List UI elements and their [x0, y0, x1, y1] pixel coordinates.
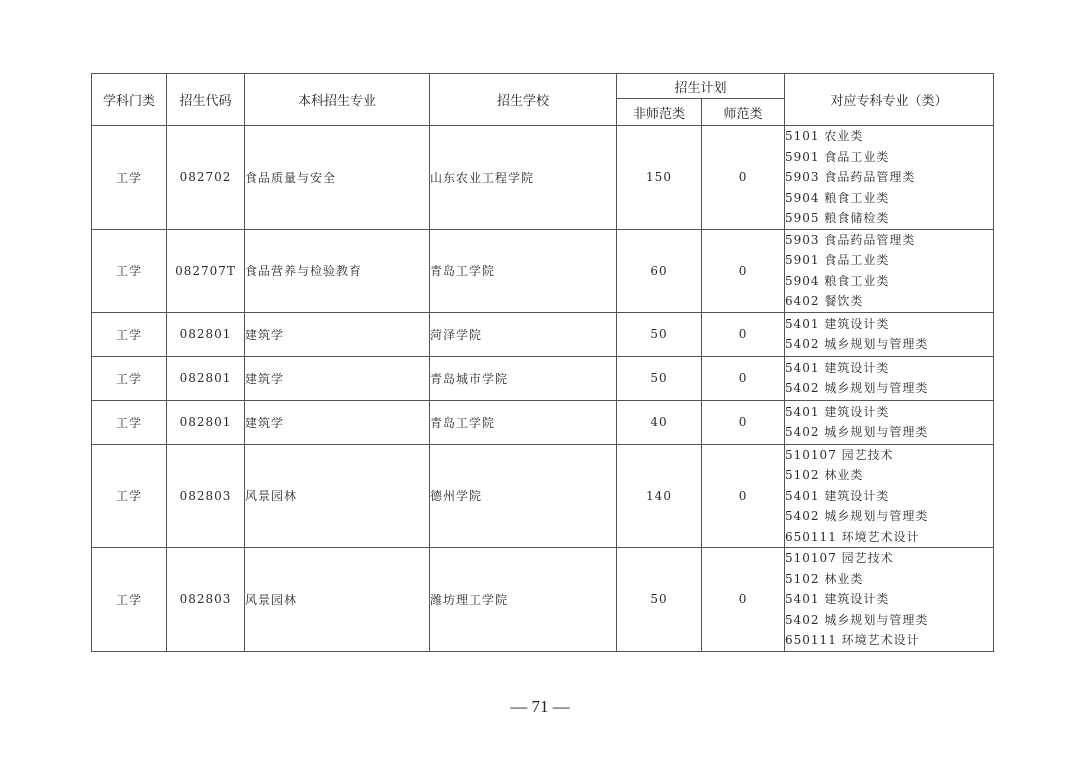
category-cell: 工学	[92, 356, 167, 400]
category-cell: 工学	[92, 444, 167, 548]
vocational-item: 6402 餐饮类	[785, 294, 864, 308]
school-cell: 菏泽学院	[430, 312, 617, 356]
header-major: 本科招生专业	[245, 74, 430, 126]
header-non-teacher: 非师范类	[617, 99, 702, 126]
code-cell: 082801	[167, 400, 245, 444]
table-row	[92, 548, 994, 652]
vocational-item: 5401 建筑设计类	[785, 360, 890, 375]
table-row	[92, 312, 994, 356]
school-cell: 潍坊理工学院	[430, 548, 617, 652]
vocational-item: 5401 建筑设计类	[785, 316, 890, 331]
vocational-item: 5402 城乡规划与管理类	[785, 612, 929, 627]
header-vocational: 对应专科专业（类）	[785, 74, 994, 126]
vocational-item: 650111 环境艺术设计	[785, 633, 920, 647]
major-cell: 风景园林	[245, 444, 430, 548]
enrollment-plan-table	[91, 73, 994, 652]
major-cell: 建筑学	[245, 356, 430, 400]
vocational-item: 5402 城乡规划与管理类	[785, 425, 929, 439]
major-cell: 建筑学	[245, 400, 430, 444]
category-cell: 工学	[92, 312, 167, 356]
teacher-cell: 0	[702, 444, 785, 548]
vocational-item: 5905 粮食储检类	[785, 211, 890, 225]
non-teacher-cell: 60	[617, 229, 702, 312]
vocational-cell	[785, 229, 994, 312]
vocational-cell	[785, 126, 994, 230]
code-cell: 082707T	[167, 229, 245, 312]
school-cell: 山东农业工程学院	[430, 126, 617, 230]
table-row	[92, 126, 994, 230]
table-row	[92, 229, 994, 312]
non-teacher-cell: 50	[617, 356, 702, 400]
major-cell: 建筑学	[245, 312, 430, 356]
category-cell: 工学	[92, 126, 167, 230]
vocational-item: 5401 建筑设计类	[785, 592, 890, 606]
vocational-cell	[785, 444, 994, 548]
school-cell: 青岛工学院	[430, 400, 617, 444]
vocational-item: 5402 城乡规划与管理类	[785, 381, 929, 395]
category-cell: 工学	[92, 548, 167, 652]
non-teacher-cell: 140	[617, 444, 702, 548]
code-cell: 082801	[167, 312, 245, 356]
table-row	[92, 400, 994, 444]
vocational-item: 5901 食品工业类	[785, 149, 890, 164]
teacher-cell: 0	[702, 126, 785, 230]
school-cell: 青岛工学院	[430, 229, 617, 312]
vocational-item: 5904 粮食工业类	[785, 190, 890, 205]
vocational-item: 5401 建筑设计类	[785, 488, 890, 503]
teacher-cell: 0	[702, 400, 785, 444]
non-teacher-cell: 150	[617, 126, 702, 230]
school-cell: 德州学院	[430, 444, 617, 548]
vocational-item: 5901 食品工业类	[785, 253, 890, 267]
code-cell: 082702	[167, 126, 245, 230]
vocational-item: 5101 农业类	[785, 129, 864, 143]
table-row	[92, 356, 994, 400]
code-cell: 082801	[167, 356, 245, 400]
header-category: 学科门类	[92, 74, 167, 126]
category-cell: 工学	[92, 400, 167, 444]
major-cell: 食品营养与检验教育	[245, 229, 430, 312]
vocational-item: 5903 食品药品管理类	[785, 170, 916, 184]
category-cell: 工学	[92, 229, 167, 312]
vocational-item: 5402 城乡规划与管理类	[785, 337, 929, 351]
major-cell: 风景园林	[245, 548, 430, 652]
vocational-item: 5903 食品药品管理类	[785, 232, 916, 247]
code-cell: 082803	[167, 548, 245, 652]
vocational-item: 5402 城乡规划与管理类	[785, 509, 929, 523]
vocational-cell	[785, 548, 994, 652]
non-teacher-cell: 50	[617, 548, 702, 652]
vocational-cell	[785, 312, 994, 356]
school-cell: 青岛城市学院	[430, 356, 617, 400]
vocational-item: 5102 林业类	[785, 571, 864, 586]
vocational-item: 650111 环境艺术设计	[785, 529, 920, 544]
vocational-item: 510107 园艺技术	[785, 447, 894, 462]
code-cell: 082803	[167, 444, 245, 548]
table-row	[92, 444, 994, 548]
header-school: 招生学校	[430, 74, 617, 126]
teacher-cell: 0	[702, 312, 785, 356]
major-cell: 食品质量与安全	[245, 126, 430, 230]
header-teacher: 师范类	[702, 99, 785, 126]
non-teacher-cell: 40	[617, 400, 702, 444]
vocational-cell	[785, 400, 994, 444]
table-header	[92, 74, 994, 126]
header-code: 招生代码	[167, 74, 245, 126]
vocational-item: 510107 园艺技术	[785, 551, 894, 565]
vocational-item: 5401 建筑设计类	[785, 404, 890, 419]
teacher-cell: 0	[702, 548, 785, 652]
page-number: — 71 —	[510, 697, 570, 716]
vocational-item: 5904 粮食工业类	[785, 273, 890, 288]
vocational-item: 5102 林业类	[785, 468, 864, 482]
non-teacher-cell: 50	[617, 312, 702, 356]
header-plan: 招生计划	[617, 74, 785, 99]
teacher-cell: 0	[702, 229, 785, 312]
vocational-cell	[785, 356, 994, 400]
teacher-cell: 0	[702, 356, 785, 400]
